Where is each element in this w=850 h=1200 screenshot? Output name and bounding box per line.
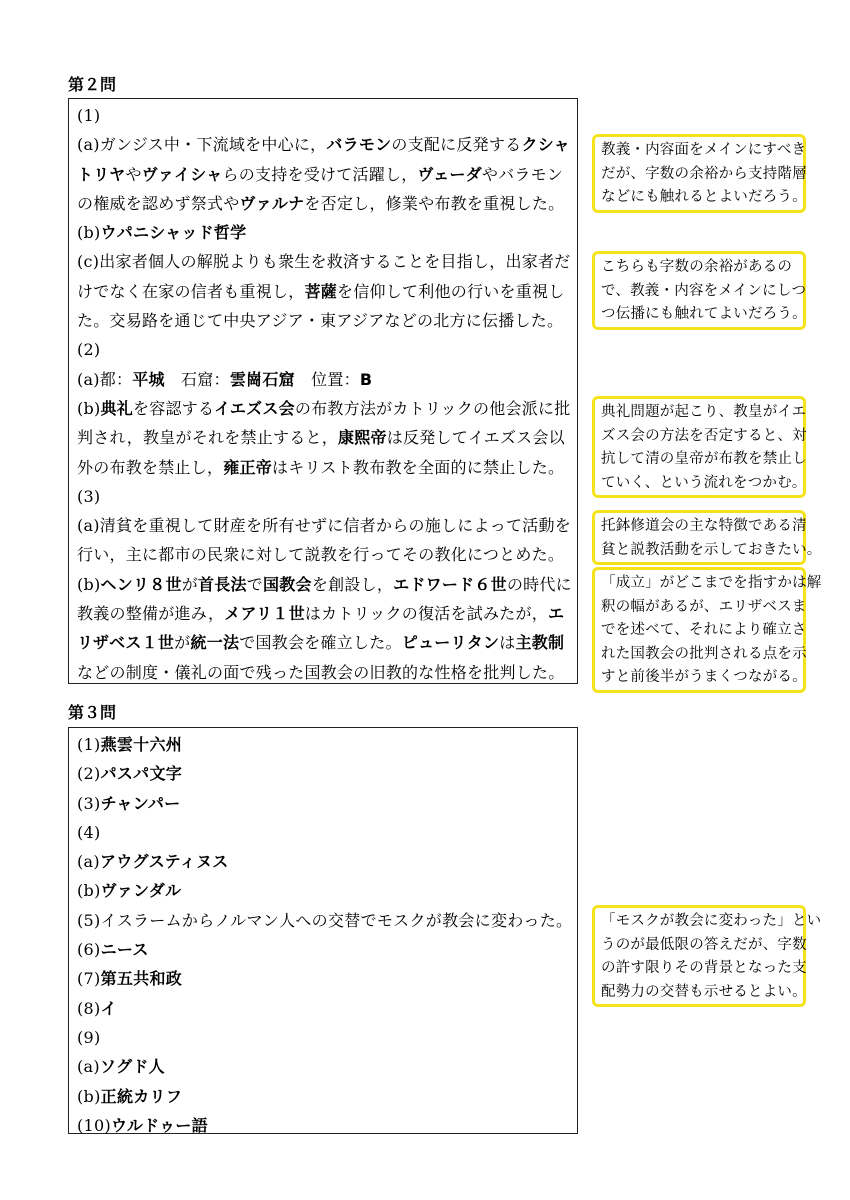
keyword-term: 平城 [132,369,165,389]
q3-line [77,847,577,876]
q2-line [77,306,577,335]
q2-line [77,570,577,599]
answer-text: は [499,633,516,653]
keyword-term: ニース [100,940,149,960]
q2-line [77,599,577,628]
keyword-term: 典礼 [100,398,133,418]
q2-line [77,189,577,218]
q3-line [77,935,577,964]
answer-text: (b) [77,223,101,243]
answer-text: で [246,574,264,594]
answer-text: (b) [77,574,101,594]
answer-text: (1) [77,735,101,754]
keyword-term: リザベス１世 [77,633,175,653]
note-line: 貧と説教活動を示しておきたい。 [601,541,822,558]
answer-text: 位置： [294,369,360,389]
note-line: 配勢力の交替も示せるとよい。 [601,983,807,1000]
keyword-term: 燕雲十六州 [100,735,183,754]
keyword-term: 正統カリフ [100,1086,183,1106]
note-q2-2b [592,396,806,498]
note-line: などにも触れるとよいだろう。 [601,189,807,205]
answer-text: (6) [77,940,101,960]
keyword-term: 雲崗石窟 [229,369,295,389]
keyword-term: バラモン [326,135,392,155]
answer-text: (1) [77,106,101,125]
answer-text: らの支持を受けて活躍し， [222,164,418,184]
q2-line [77,130,577,159]
note-line: 教義・内容面をメインにすべき [601,142,807,158]
note-line: ズス会の方法を否定すると、対 [601,427,807,444]
answer-text: の権威を認めず祭式や [77,193,240,213]
answer-text: はカトリックの復活を試みたが， [304,604,548,624]
q3-line [77,818,577,847]
note-q3-5 [592,905,822,1007]
keyword-term: ヴァイシャ [141,164,223,184]
q3-line [77,1111,577,1140]
answer-text: (4) [77,822,101,842]
q3-line [77,730,577,759]
keyword-term: パスパ文字 [100,764,183,784]
keyword-term: 菩薩 [304,281,338,301]
q2-line [77,335,577,364]
keyword-term: エドワード６世 [393,574,507,594]
answer-text: た。交易路を通じて中央アジア・東アジアなどの北方に伝播した。 [77,311,564,331]
q2-line [77,365,577,394]
note-line: れた国教会の批判される点を示 [601,645,807,662]
note-line: 「成立」がどこまでを指すかは解 [601,575,822,591]
q3-line [77,1023,577,1052]
q2-line [77,101,577,130]
answer-text: (b) [77,398,101,418]
note-line: こちらも字数の余裕があるの [601,259,793,275]
answer-text: 外の布教を禁止し， [77,457,224,477]
note-line: の許す限りその背景となった支 [601,960,807,976]
answer-text: 石窟： [164,369,230,389]
note-line: 典礼問題が起こり、教皇がイエ [601,404,807,420]
answer-text: の布教方法がカトリックの他会派に批 [294,398,571,418]
answer-text: などの制度・儀礼の面で残った国教会の旧教的な性格を批判した。 [77,662,565,682]
answer-text: (a)ガンジス中・下流域を中心に， [77,135,327,155]
answer-text: 行い，主に都市の民衆に対して説教を行ってその教化につとめた。 [77,545,565,565]
keyword-term: ヴァルナ [239,193,305,213]
keyword-term: ウパニシャッド哲学 [100,223,247,243]
q2-line [77,628,577,657]
answer-text: を創設し， [311,574,394,594]
answer-text: 判され，教皇がそれを禁止すると， [77,428,338,448]
keyword-term: 雍正帝 [223,457,273,477]
keyword-term: 第五共和政 [100,969,183,989]
answer-text: 教義の整備が進み， [77,604,225,624]
note-line: うのが最低限の答えだが、字数 [601,936,807,953]
answer-text: の支配に反発する [391,135,522,155]
q2-line [77,453,577,482]
keyword-term: B [359,369,373,389]
q3-answer-box [68,727,578,1134]
answer-text: (c)出家者個人の解脱よりも衆生を救済することを目指し，出家者だ [77,252,571,272]
note-q2-1 [592,134,806,213]
note-q2-3a [592,510,822,565]
q3-line [77,1082,577,1111]
note-line: 釈の幅があるが、エリザベスま [601,598,807,615]
note-line: 「モスクが教会に変わった」とい [601,913,822,929]
answer-text: (7) [77,969,101,989]
q2-line [77,160,577,189]
q2-line [77,511,577,540]
answer-text: や [125,164,142,184]
keyword-term: ヴァンダル [100,881,182,901]
q3-heading: 第３問 [68,703,117,722]
answer-text: (2) [77,340,101,360]
q3-line [77,789,577,818]
answer-text: (3) [77,793,101,813]
q2-line [77,277,577,306]
answer-text: (3) [77,486,101,506]
keyword-term: アウグスティヌス [99,852,229,872]
q3-line [77,1052,577,1081]
q2-line [77,394,577,423]
keyword-term: ピューリタン [401,633,500,653]
answer-text: やバラモン [481,164,564,184]
keyword-term: エ [547,604,565,624]
answer-text: けでなく在家の信者も重視し， [77,281,305,301]
answer-text: を信仰して利他の行いを重視し [337,281,565,301]
keyword-term: 国教会 [263,574,312,594]
q2-line [77,482,577,511]
q2-line [77,423,577,452]
q2-line [77,247,577,276]
keyword-term: チャンパー [100,793,181,813]
keyword-term: ウルドゥー語 [111,1115,208,1135]
answer-text: はキリスト教布教を全面的に禁止した。 [272,457,565,477]
q2-answer-box [68,98,578,684]
keyword-term: クシャ [521,135,570,155]
answer-text: は反発してイエズス会以 [386,428,565,448]
note-line: 托鉢修道会の主な特徴である清 [601,518,807,534]
note-line: でを述べて、それにより確立さ [601,622,807,638]
q2-line [77,540,577,569]
q3-line [77,964,577,993]
note-q2-3b [592,567,822,693]
q3-line [77,994,577,1023]
answer-text: を容認する [133,398,215,418]
answer-text: (b) [77,1086,101,1106]
answer-text: (a) [77,852,100,872]
answer-text: (2) [77,764,101,784]
note-line: つ伝播にも触れてよいだろう。 [601,306,807,322]
keyword-term: トリヤ [77,164,126,184]
answer-text: が [174,633,191,653]
answer-text: の時代に [506,574,572,594]
keyword-term: イエズス会 [214,398,295,418]
q2-line [77,218,577,247]
answer-text: (a)都： [77,369,133,389]
note-line: 抗して清の皇帝が布教を禁止し [601,451,807,467]
keyword-term: ヴェーダ [417,164,482,184]
answer-text: (9) [77,1027,101,1047]
note-line: で、教義・内容をメインにしつ [601,282,807,299]
keyword-term: ヘンリ８世 [100,574,182,594]
note-q2-1c [592,251,806,330]
note-line: ていく、という流れをつかむ。 [601,474,807,491]
keyword-term: 首長法 [198,574,247,594]
keyword-term: ソグド人 [99,1057,165,1077]
q3-line [77,906,577,935]
answer-text: (8) [77,998,101,1018]
note-line: だが、字数の余裕から支持階層 [601,165,807,182]
answer-text: (10) [77,1115,112,1135]
keyword-term: メアリ１世 [224,604,305,624]
q2-heading: 第２問 [68,75,117,94]
answer-text: で国教会を確立した。 [239,633,402,653]
answer-text: (b) [77,881,101,901]
keyword-term: イ [100,998,117,1018]
answer-text: (5)イスラームからノルマン人への交替でモスクが教会に変わった。 [77,910,573,930]
keyword-term: 康熙帝 [337,428,387,448]
q2-line [77,658,577,687]
keyword-term: 統一法 [190,633,240,653]
answer-text: を否定し，修業や布教を重視した。 [304,193,565,213]
keyword-term: 主教制 [515,633,565,653]
answer-text: が [181,574,199,594]
answer-text: (a)清貧を重視して財産を所有せずに信者からの施しによって活動を [77,516,572,536]
answer-text: (a) [77,1057,100,1077]
q3-line [77,759,577,788]
q3-line [77,876,577,905]
note-line: すと前後半がうまくつながる。 [601,669,807,685]
